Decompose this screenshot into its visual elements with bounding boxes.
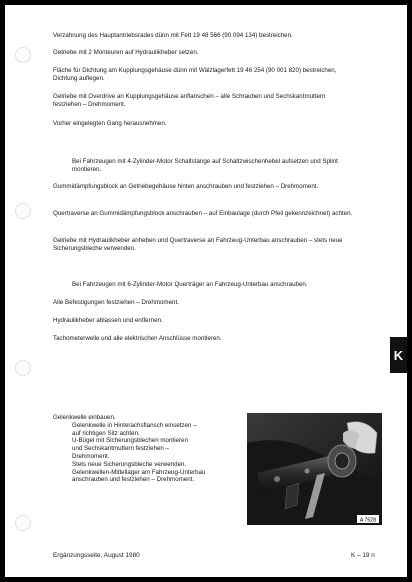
footer-page-number: K – 19 n bbox=[351, 552, 375, 559]
instruction-paragraph: Vorher eingelegten Gang herausnehmen. bbox=[53, 120, 167, 127]
footer-edition: Ergänzungsseite, August 1980 bbox=[53, 552, 140, 559]
instruction-paragraph: Hydraulikheber ablassen und entfernen. bbox=[53, 317, 163, 324]
driveshaft-illustration bbox=[247, 413, 382, 525]
section-line: auf richtigen Sitz achten. bbox=[72, 429, 140, 437]
binder-hole-marker bbox=[15, 203, 31, 219]
section-line: U-Bügel mit Sicherungsblechen montieren bbox=[72, 437, 188, 445]
section-line: Drehmoment. bbox=[72, 452, 110, 460]
section-line: Gelenkwelle in Hinterachsflansch einsetzen – bbox=[72, 421, 197, 429]
section-line: anschrauben und festziehen – Drehmoment. bbox=[72, 476, 195, 484]
binder-hole-marker bbox=[15, 515, 31, 531]
manual-page bbox=[5, 5, 407, 577]
instruction-paragraph: Getriebe mit Overdrive an Kupplungsgehäuse anflanschen – alle Schrauben und Sechskantmuttern festziehen – Drehmoment. bbox=[53, 93, 326, 108]
instruction-paragraph: Tachometerwelle und alle elektrischen Anschlüsse montieren. bbox=[53, 335, 222, 342]
binder-hole-marker bbox=[15, 47, 31, 63]
gelenkwelle-section bbox=[53, 414, 243, 484]
instruction-paragraph: Alle Befestigungen festziehen – Drehmoment. bbox=[53, 299, 179, 306]
section-line: und Sechskantmuttern festziehen – bbox=[72, 445, 169, 453]
instruction-paragraph: Fläche für Dichtung am Kupplungsgehäuse dünn mit Wälzlagerfett 19 46 254 (90 001 820) bestreichen, Dichtung auflegen. bbox=[53, 67, 337, 82]
instruction-paragraph: Getriebe mit Hydraulikheber anheben und Quertraverse an Fahrzeug-Unterbau anschrauben – stets neue Sicherungsbleche verwenden. bbox=[53, 237, 343, 252]
instruction-paragraph: Gummidämpfungsblock an Getriebegehäuse hinten anschrauben und festziehen – Drehmoment. bbox=[53, 183, 319, 190]
section-line: Stets neue Sicherungsbleche verwenden. bbox=[72, 460, 187, 468]
section-line: Gelenkwellen-Mittellager am Fahrzeug-Unterbau bbox=[72, 468, 206, 476]
instruction-paragraph: Getriebe mit 2 Monteuren auf Hydraulikheber setzen. bbox=[53, 49, 199, 56]
binder-hole-marker bbox=[15, 360, 31, 376]
photo-label: A 7528 bbox=[359, 517, 377, 524]
gelenkwelle-photo bbox=[247, 413, 382, 525]
instruction-paragraph: Bei Fahrzeugen mit 6-Zylinder-Motor Querträger an Fahrzeug-Unterbau anschrauben. bbox=[72, 281, 308, 288]
section-tab: K bbox=[390, 337, 407, 373]
instruction-paragraph: Verzahnung des Hauptantriebsrades dünn mit Fett 19 48 566 (90 094 134) bestreichen. bbox=[53, 32, 293, 39]
section-heading: Gelenkwelle einbauen. bbox=[53, 414, 116, 421]
instruction-paragraph: Quertraverse an Gummidämpfungsblock anschrauben – auf Einbaulage (durch Pfeil gekennzeichnet) achten. bbox=[53, 210, 353, 217]
instruction-paragraph: Bei Fahrzeugen mit 4-Zylinder-Motor Schaltstange auf Schaltzwischenhebel aufsetzen und Splint montieren. bbox=[72, 158, 338, 173]
